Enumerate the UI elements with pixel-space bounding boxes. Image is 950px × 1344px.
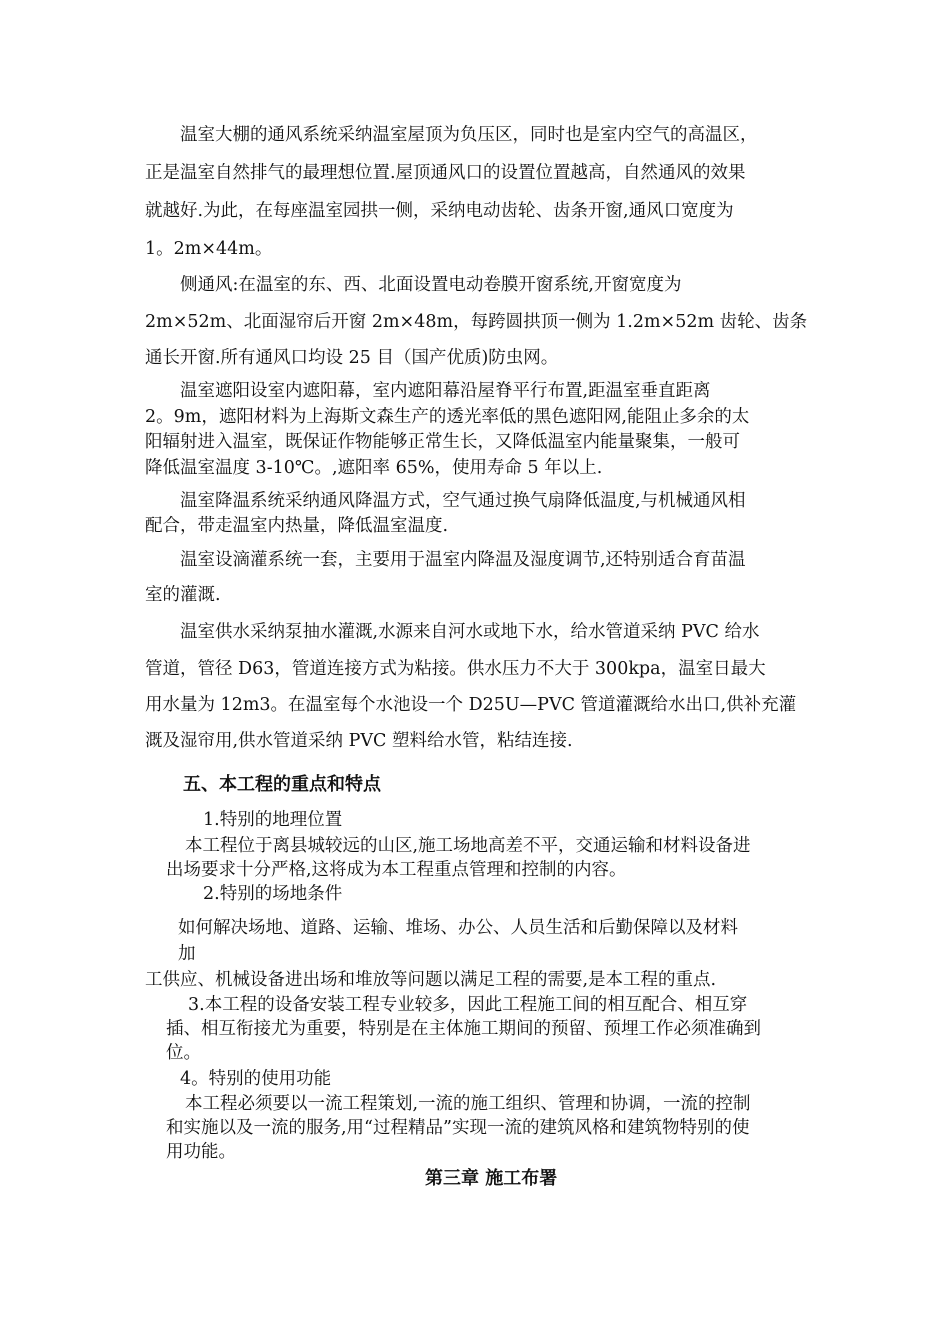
item4-line-3: 用功能。: [166, 1142, 236, 1162]
section-heading: 五、本工程的重点和特点: [183, 774, 381, 795]
p1-line-4: 1。2m×44m。: [145, 239, 273, 259]
p6-line-2: 管道，管径 D63，管道连接方式为粘接。供水压力不大于 300kpa，温室日最大: [145, 659, 766, 679]
item2-line-1: 如何解决场地、道路、运输、堆场、办公、人员生活和后勤保障以及材料: [178, 918, 738, 938]
item2-title: 2.特别的场地条件: [203, 884, 343, 904]
item2-line-3: 工供应、机械设备进出场和堆放等问题以满足工程的需要,是本工程的重点.: [145, 970, 717, 990]
item3-line-2: 插、相互衔接尤为重要，特别是在主体施工期间的预留、预埋工作必须准确到: [166, 1019, 761, 1039]
item4-title: 4。特别的使用功能: [180, 1069, 332, 1089]
p3-line-3: 阳辐射进入温室，既保证作物能够正常生长，又降低温室内能量聚集，一般可: [145, 432, 740, 452]
p3-line-2: 2。9m，遮阳材料为上海斯文森生产的透光率低的黑色遮阳网,能阻止多余的太: [145, 407, 750, 427]
item3-line-1: 3.本工程的设备安装工程专业较多，因此工程施工间的相互配合、相互穿: [188, 995, 748, 1015]
p1-line-2: 正是温室自然排气的最理想位置.屋顶通风口的设置位置越高，自然通风的效果: [145, 163, 746, 183]
item2-line-2: 加: [178, 944, 196, 964]
p6-line-4: 溉及湿帘用,供水管道采纳 PVC 塑料给水管，粘结连接.: [145, 731, 573, 751]
item1-title: 1.特别的地理位置: [203, 810, 343, 830]
p4-line-2: 配合，带走温室内热量，降低温室温度.: [145, 516, 449, 536]
p5-line-2: 室的灌溉.: [145, 585, 221, 605]
item3-line-3: 位。: [166, 1043, 201, 1063]
p5-line-1: 温室设滴灌系统一套，主要用于温室内降温及湿度调节,还特别适合育苗温: [180, 550, 746, 570]
p3-line-1: 温室遮阳设室内遮阳幕，室内遮阳幕沿屋脊平行布置,距温室垂直距离: [180, 381, 711, 401]
chapter-title: 第三章 施工布署: [425, 1168, 558, 1189]
p1-line-3: 就越好.为此，在每座温室园拱一侧，采纳电动齿轮、齿条开窗,通风口宽度为: [145, 201, 734, 221]
p6-line-3: 用水量为 12m3。在温室每个水池设一个 D25U—PVC 管道灌溉给水出口,供补充灌: [145, 695, 797, 715]
item4-line-2: 和实施以及一流的服务,用“过程精品”实现一流的建筑风格和建筑物特别的使: [166, 1118, 750, 1138]
p2-line-1: 侧通风:在温室的东、西、北面设置电动卷膜开窗系统,开窗宽度为: [180, 275, 682, 295]
p4-line-1: 温室降温系统采纳通风降温方式，空气通过换气扇降低温度,与机械通风相: [180, 491, 746, 511]
p6-line-1: 温室供水采纳泵抽水灌溉,水源来自河水或地下水，给水管道采纳 PVC 给水: [180, 622, 760, 642]
p2-line-2: 2m×52m、北面湿帘后开窗 2m×48m，每跨圆拱顶一侧为 1.2m×52m 齿轮、齿条: [145, 312, 808, 332]
item4-line-1: 本工程必须要以一流工程策划,一流的施工组织、管理和协调，一流的控制: [185, 1094, 751, 1114]
item1-line-1: 本工程位于离县城较远的山区,施工场地高差不平，交通运输和材料设备进: [185, 836, 751, 856]
item1-line-2: 出场要求十分严格,这将成为本工程重点管理和控制的内容。: [166, 860, 627, 880]
p2-line-3: 通长开窗.所有通风口均设 25 目（国产优质)防虫网。: [145, 348, 559, 368]
p1-line-1: 温室大棚的通风系统采纳温室屋顶为负压区，同时也是室内空气的高温区，: [180, 125, 758, 145]
p3-line-4: 降低温室温度 3-10℃。,遮阳率 65%，使用寿命 5 年以上.: [145, 458, 603, 478]
